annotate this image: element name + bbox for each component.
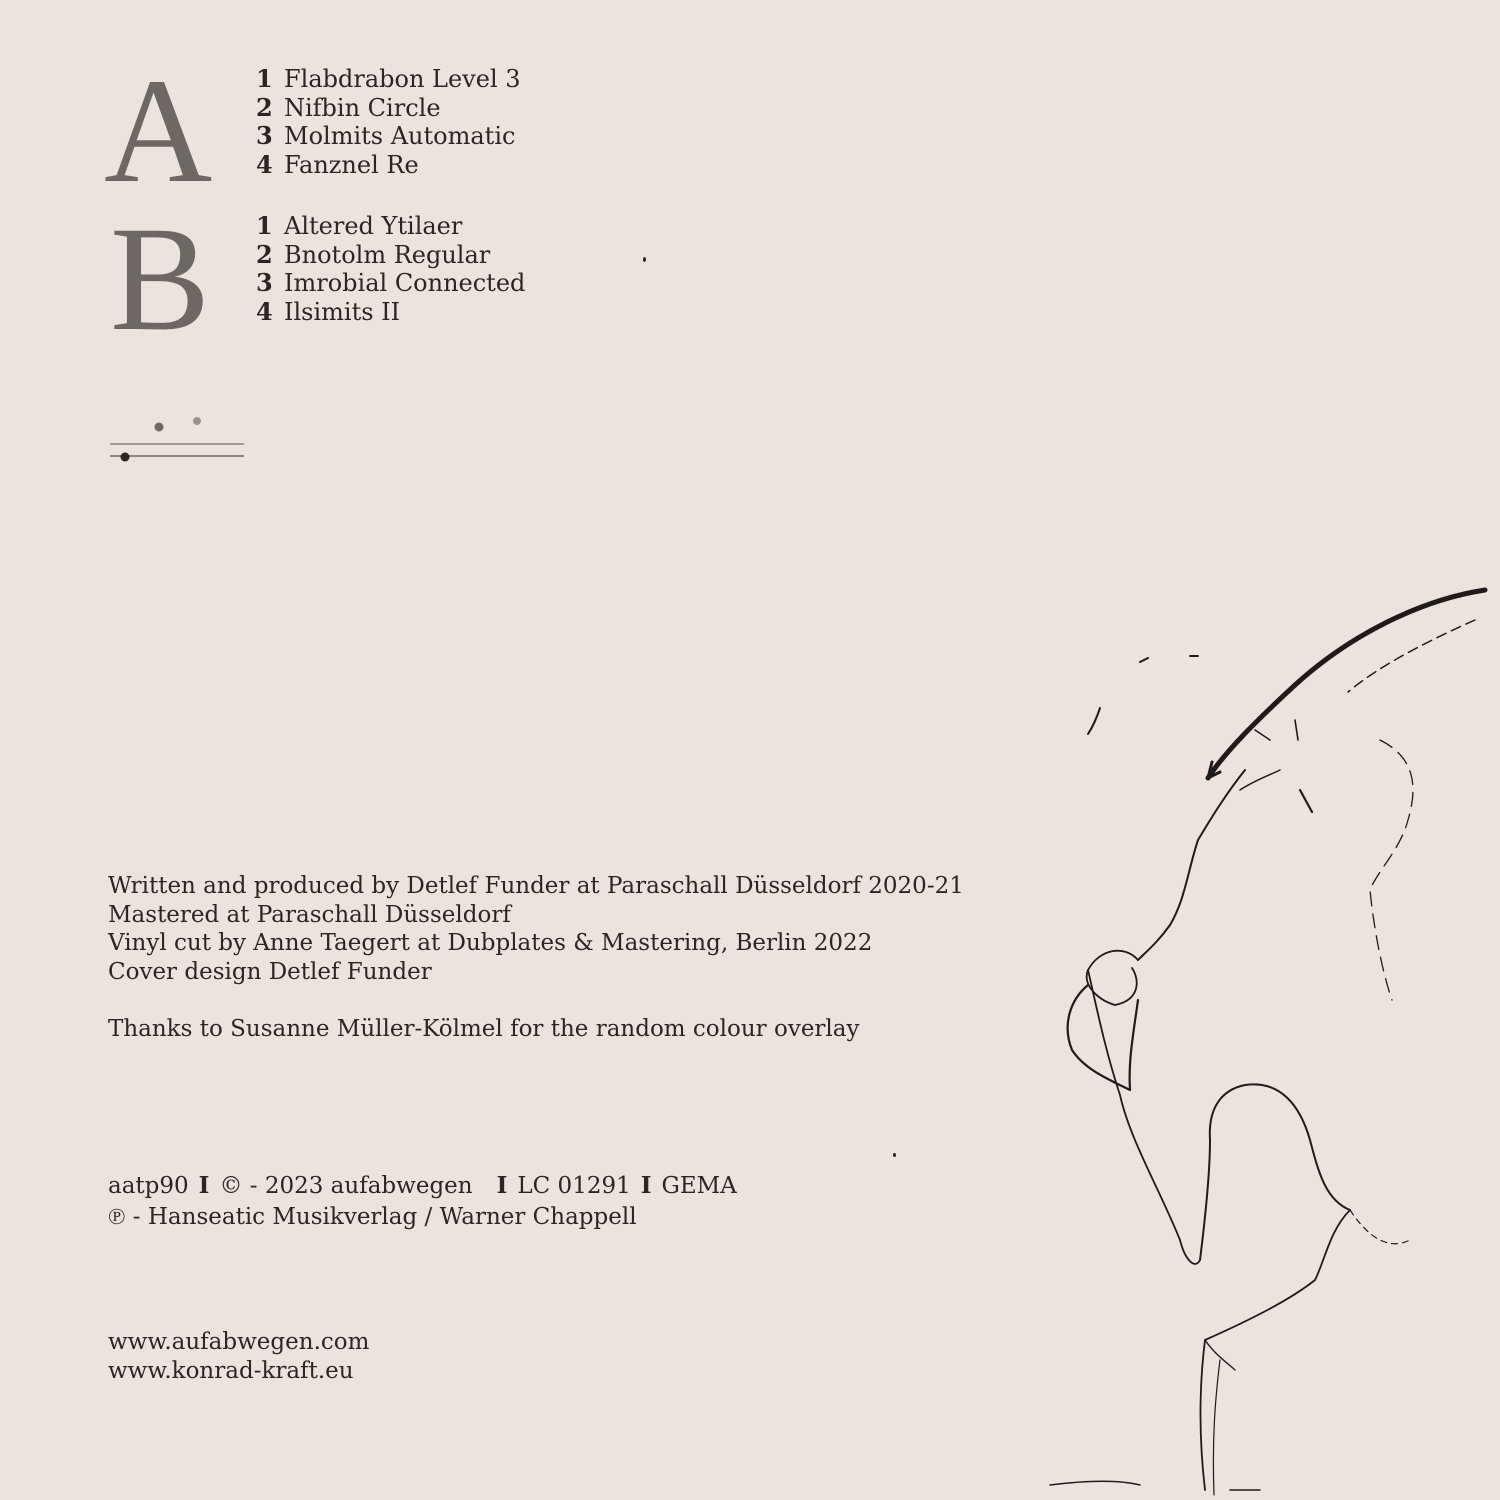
side-a-letter: A: [104, 48, 213, 214]
legal-line: [108, 1170, 737, 1202]
separator: I: [198, 1172, 210, 1199]
rights-society: GEMA: [661, 1173, 737, 1199]
ink-speck: [643, 257, 646, 262]
track-title: Altered Ytilaer: [284, 212, 463, 240]
credit-line: Cover design Detlef Funder: [108, 958, 432, 985]
side-a-tracklist: [256, 65, 521, 180]
credits-block: [108, 872, 964, 1044]
credit-line: Vinyl cut by Anne Taegert at Dubplates & Mastering, Berlin 2022: [108, 930, 873, 957]
separator: I: [496, 1172, 508, 1199]
side-b-letter: B: [110, 196, 211, 362]
track-item: [256, 65, 521, 94]
ink-speck: [893, 1153, 896, 1157]
track-number: 1: [256, 64, 273, 93]
track-title: Flabdrabon Level 3: [284, 65, 521, 93]
thanks-line: Thanks to Susanne Müller-Kölmel for the random colour overlay: [108, 1015, 860, 1042]
credit-line: Written and produced by Detlef Funder at Paraschall Düsseldorf 2020-21: [108, 873, 964, 899]
catalog-number: aatp90: [108, 1173, 189, 1199]
track-title: Imrobial Connected: [284, 269, 526, 298]
links-block: [108, 1328, 369, 1385]
track-number: 2: [256, 239, 273, 269]
track-item: [256, 94, 521, 123]
side-b-tracklist: [256, 212, 525, 327]
track-number: 1: [256, 211, 273, 240]
website-link[interactable]: www.konrad-kraft.eu: [108, 1357, 354, 1384]
track-item: [256, 269, 525, 298]
track-item: [256, 122, 521, 151]
track-item: [256, 151, 521, 180]
legal-block: [108, 1170, 737, 1233]
spacer: [108, 986, 964, 1015]
track-number: 4: [256, 150, 273, 180]
label-logo-icon: [108, 412, 248, 464]
track-item: [256, 212, 525, 241]
label-code: LC 01291: [517, 1173, 631, 1199]
track-title: Nifbin Circle: [284, 93, 441, 122]
track-title: Molmits Automatic: [284, 122, 516, 151]
website-link[interactable]: www.aufabwegen.com: [108, 1329, 370, 1355]
track-number: 3: [256, 268, 273, 298]
copyright-notice: © - 2023 aufabwegen: [219, 1173, 473, 1199]
track-title: Bnotolm Regular: [284, 240, 491, 269]
track-item: [256, 298, 525, 327]
track-item: [256, 241, 525, 270]
publishing-line: ℗ - Hanseatic Musikverlag / Warner Chappell: [108, 1204, 637, 1230]
line-drawing-illustration: [1030, 580, 1500, 1500]
track-number: 2: [256, 92, 273, 122]
track-title: Ilsimits II: [284, 298, 401, 327]
separator: I: [640, 1172, 652, 1199]
track-number: 3: [256, 121, 273, 151]
track-title: Fanznel Re: [284, 151, 419, 180]
track-number: 4: [256, 297, 273, 327]
credit-line: Mastered at Paraschall Düsseldorf: [108, 901, 511, 928]
